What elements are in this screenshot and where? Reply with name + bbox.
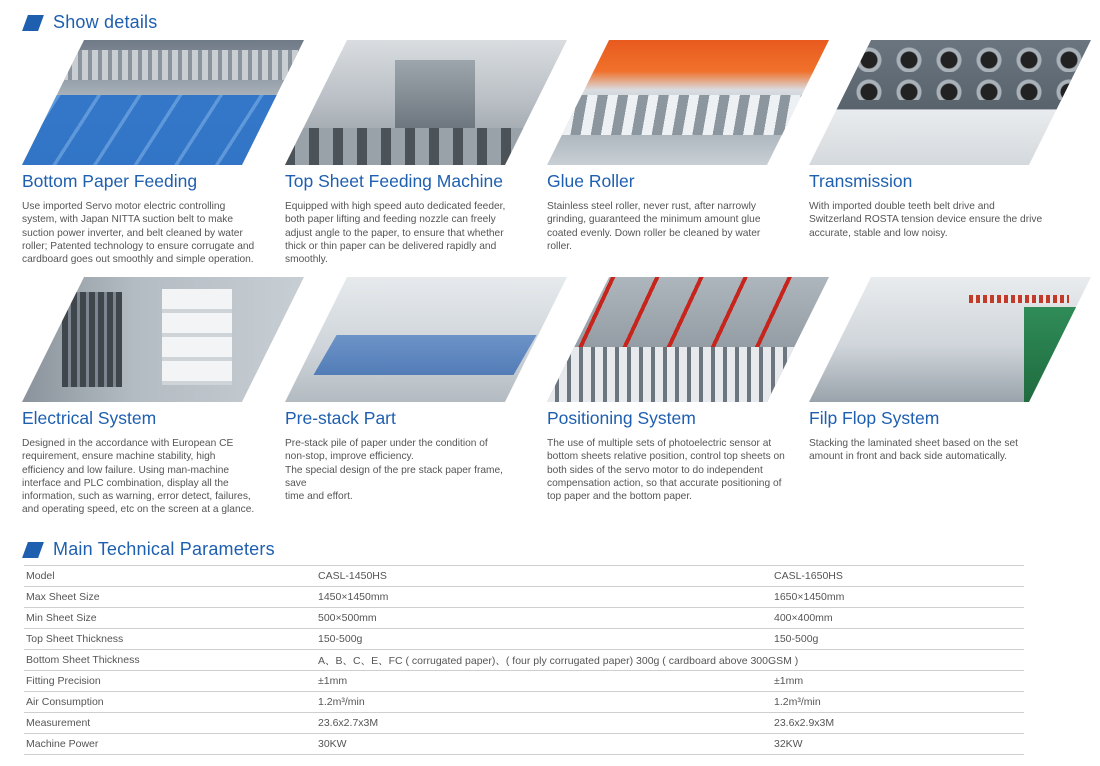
section-title: Show details [53,12,158,32]
detail-title: Filp Flop System [809,408,940,428]
detail-description: With imported double teeth belt drive and Switzerland ROSTA tension device ensure the drive accurate, stable and low noisy. [809,201,1043,239]
machine-photo-bottom-paper-feeding [22,40,304,165]
parameters-header [22,539,275,560]
detail-title: Positioning System [547,408,696,428]
detail-title: Electrical System [22,408,157,428]
parameter-value: 150-500g [726,629,1024,650]
parameter-label: Min Sheet Size [24,608,270,629]
section-marker-icon [22,542,44,558]
show-details-header [22,12,157,33]
parameter-value: 1450×1450mm [270,587,726,608]
parameter-value: 30KW [270,734,726,755]
parameter-label: Bottom Sheet Thickness [24,650,270,671]
parameter-value: 400×400mm [726,608,1024,629]
detail-description: Pre-stack pile of paper under the condition of non-stop, improve efficiency. The special design of the pre stack paper frame, save time and effort. [285,438,504,503]
table-row [24,671,1024,692]
machine-photo-pre-stack-part [285,277,567,402]
detail-description: Use imported Servo motor electric controlling system, with Japan NITTA suction belt to make suction power inverter, and belt cleaned by water roller; Patented technology to ensure corrugate and cardboard goes out smoothly and simple operation. [22,201,255,266]
machine-photo-positioning-system [547,277,829,402]
parameters-table [24,565,1024,755]
detail-title: Glue Roller [547,171,635,191]
detail-card-flip-flop-system [809,277,1071,463]
detail-title: Bottom Paper Feeding [22,171,198,191]
detail-card-pre-stack-part [285,277,547,503]
table-row [24,587,1024,608]
parameter-label: Model [24,566,270,587]
parameter-value: 1.2m³/min [726,692,1024,713]
parameter-value: 32KW [726,734,1024,755]
table-row [24,692,1024,713]
parameter-label: Top Sheet Thickness [24,629,270,650]
detail-description: The use of multiple sets of photoelectric sensor at bottom sheets relative position, control top sheets on both sides of the servo motor to do independent compensation action, so that accurate positioning of top paper and the bottom paper. [547,438,785,503]
detail-description: Designed in the accordance with European CE requirement, ensure machine stability, high efficiency and low failure. Using man-machine interface and PLC combination, display all the information, such as warning, error detect, failures, and operating speed, etc on the screen at a glance. [22,438,255,516]
section-title: Main Technical Parameters [53,539,275,559]
machine-photo-flip-flop-system [809,277,1091,402]
detail-card-positioning-system [547,277,809,503]
parameter-value: 1.2m³/min [270,692,726,713]
parameter-value: 1650×1450mm [726,587,1024,608]
table-row [24,650,1024,671]
parameter-value: A、B、C、E、FC ( corrugated paper)、( four ply corrugated paper) 300g ( cardboard above 300GSM ) [270,650,1024,671]
detail-card-electrical-system [22,277,284,516]
detail-title: Top Sheet Feeding Machine [285,171,503,191]
detail-card-bottom-paper-feeding [22,40,284,266]
machine-photo-electrical-system [22,277,304,402]
machine-photo-glue-roller [547,40,829,165]
detail-description: Stacking the laminated sheet based on the set amount in front and back side automatically. [809,438,1018,463]
parameter-value: 23.6x2.9x3M [726,713,1024,734]
machine-photo-top-sheet-feeding [285,40,567,165]
machine-photo-transmission [809,40,1091,165]
parameter-label: Fitting Precision [24,671,270,692]
section-marker-icon [22,15,44,31]
detail-card-glue-roller [547,40,809,252]
parameter-value: 500×500mm [270,608,726,629]
detail-card-top-sheet-feeding [285,40,547,266]
parameter-value: CASL-1450HS [270,566,726,587]
table-row [24,608,1024,629]
table-row [24,629,1024,650]
detail-description: Stainless steel roller, never rust, after narrowly grinding, guaranteed the minimum amount glue coated evenly. Down roller be cleaned by water roller. [547,201,761,252]
parameter-label: Air Consumption [24,692,270,713]
parameter-label: Machine Power [24,734,270,755]
parameter-label: Measurement [24,713,270,734]
parameter-value: CASL-1650HS [726,566,1024,587]
detail-description: Equipped with high speed auto dedicated feeder, both paper lifting and feeding nozzle can freely adjust angle to the paper, to ensure that whether thick or thin paper can be delivered rapidly and smoothly. [285,201,506,266]
parameter-value: 150-500g [270,629,726,650]
table-row [24,713,1024,734]
parameter-value: ±1mm [270,671,726,692]
table-row [24,734,1024,755]
parameter-value: 23.6x2.7x3M [270,713,726,734]
detail-card-transmission [809,40,1071,239]
detail-title: Pre-stack Part [285,408,396,428]
parameter-value: ±1mm [726,671,1024,692]
parameter-label: Max Sheet Size [24,587,270,608]
detail-title: Transmission [809,171,913,191]
table-row [24,566,1024,587]
